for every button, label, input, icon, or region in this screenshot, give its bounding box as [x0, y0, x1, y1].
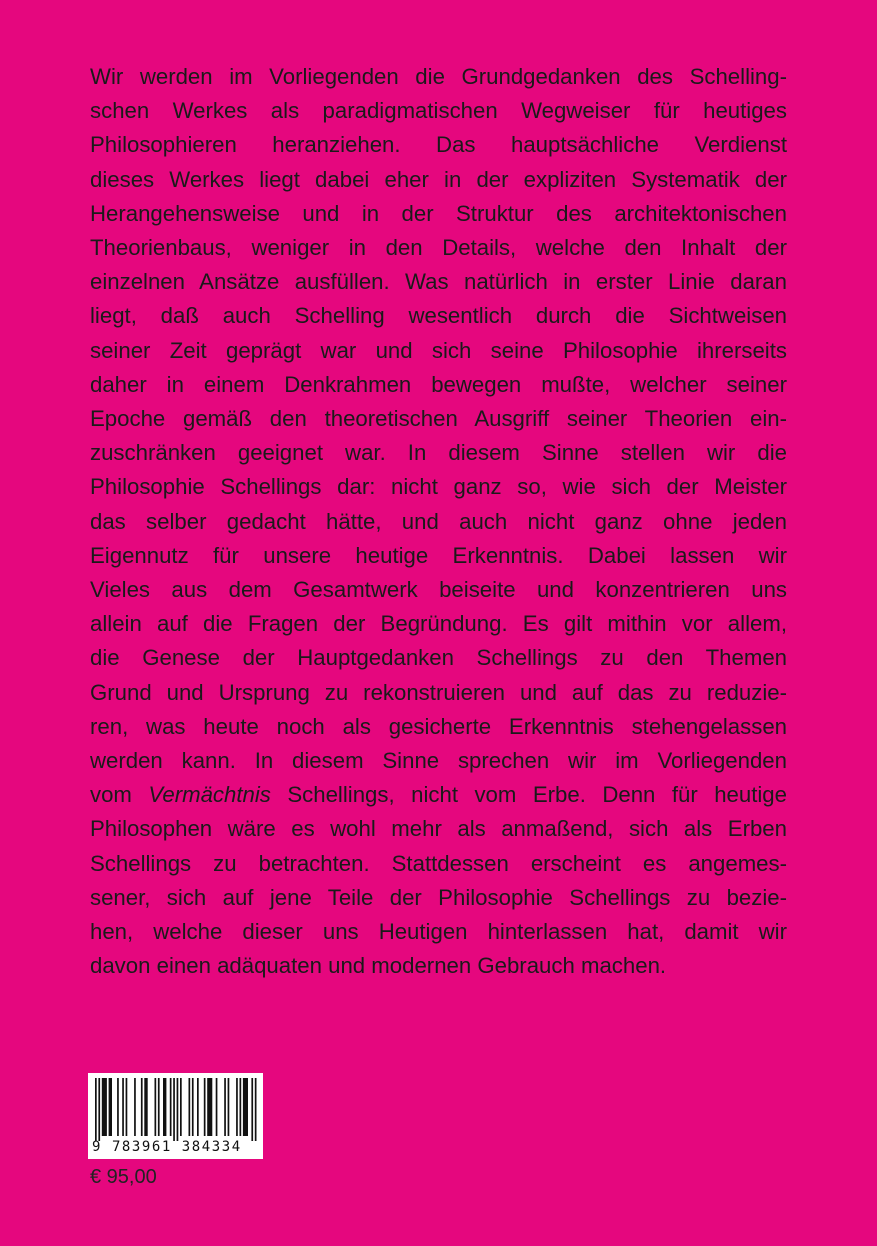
barcode-bar: [155, 1078, 157, 1136]
barcode-bar: [102, 1078, 107, 1136]
barcode-bars: [88, 1073, 263, 1143]
barcode-bar: [109, 1078, 112, 1136]
emphasized-word: Vermächtnis: [148, 782, 271, 808]
blurb-text: vom: [90, 782, 149, 808]
blurb-line: Philosophieren heranziehen. Das hauptsächliche Verdienst: [90, 132, 787, 158]
blurb-line: daher in einem Denkrahmen bewegen mußte, welcher seiner: [90, 371, 787, 397]
barcode-bar: [98, 1078, 100, 1141]
blurb-line: dieses Werkes liegt dabei eher in der expliziten Systematik der: [90, 166, 787, 192]
barcode-bar: [170, 1078, 172, 1136]
barcode-bar: [216, 1078, 218, 1136]
blurb-line-with-emphasis: [90, 778, 787, 812]
blurb-line: liegt, daß auch Schelling wesentlich durch die Sichtweisen: [90, 303, 787, 329]
blurb-line: zuschränken geeignet war. In diesem Sinne stellen wir die: [90, 440, 787, 466]
barcode-bar: [236, 1078, 238, 1136]
barcode-bar: [95, 1078, 97, 1141]
barcode-bar: [228, 1078, 230, 1136]
blurb-line: seiner Zeit geprägt war und sich seine Philosophie ihrerseits: [90, 337, 787, 363]
blurb-line: Vieles aus dem Gesamtwerk beiseite und konzentrieren uns: [90, 577, 787, 603]
barcode-bar: [141, 1078, 143, 1136]
price-label: € 95,00: [90, 1166, 157, 1188]
blurb-line: Theorienbaus, weniger in den Details, welche den Inhalt der: [90, 235, 787, 261]
barcode-bar: [122, 1078, 124, 1136]
isbn-barcode: [88, 1073, 263, 1159]
blurb-line: Schellings zu betrachten. Stattdessen erscheint es angemes-: [90, 850, 787, 876]
blurb-line: Epoche gemäß den theoretischen Ausgriff seiner Theorien ein-: [90, 406, 787, 432]
barcode-bar: [173, 1078, 175, 1141]
barcode-bar: [243, 1078, 248, 1136]
barcode-bar: [224, 1078, 226, 1136]
barcode-bar: [158, 1078, 160, 1136]
barcode-bar: [177, 1078, 179, 1141]
barcode-bar: [192, 1078, 194, 1136]
barcode-bar: [197, 1078, 199, 1136]
blurb-line: Wir werden im Vorliegenden die Grundgedanken des Schelling-: [90, 64, 787, 89]
blurb-line: sener, sich auf jene Teile der Philosophie Schellings zu bezie-: [90, 884, 787, 910]
blurb-line: schen Werkes als paradigmatischen Wegweiser für heutiges: [90, 98, 787, 124]
blurb-line: ren, was heute noch als gesicherte Erkenntnis stehengelassen: [90, 713, 787, 739]
barcode-bar: [134, 1078, 136, 1136]
barcode-bar: [144, 1078, 147, 1136]
blurb-line: hen, welche dieser uns Heutigen hinterlassen hat, damit wir: [90, 919, 787, 945]
blurb-line: die Genese der Hauptgedanken Schellings zu den Themen: [90, 645, 787, 671]
blurb-line: einzelnen Ansätze ausfüllen. Was natürlich in erster Linie daran: [90, 269, 787, 295]
blurb-line: Herangehensweise und in der Struktur des architektonischen: [90, 200, 787, 226]
barcode-bar: [180, 1078, 182, 1136]
back-cover-blurb: [90, 60, 787, 983]
blurb-line: Philosophie Schellings dar: nicht ganz so, wie sich der Meister: [90, 474, 787, 500]
isbn-number: 9 783961 384334: [92, 1139, 242, 1155]
barcode-bar: [117, 1078, 119, 1136]
barcode-bar: [204, 1078, 206, 1136]
blurb-text: Schellings, nicht vom Erbe. Denn für heutige: [270, 782, 787, 808]
blurb-line: Eigennutz für unsere heutige Erkenntnis. Dabei lassen wir: [90, 542, 787, 568]
barcode-bar: [240, 1078, 242, 1136]
blurb-line: werden kann. In diesem Sinne sprechen wir im Vorliegenden: [90, 748, 787, 774]
barcode-bar: [163, 1078, 166, 1136]
barcode-bar: [207, 1078, 212, 1136]
barcode-bar: [255, 1078, 257, 1141]
barcode-bar: [251, 1078, 253, 1141]
blurb-line: Philosophen wäre es wohl mehr als anmaßend, sich als Erben: [90, 816, 787, 842]
barcode-bar: [189, 1078, 191, 1136]
blurb-line: davon einen adäquaten und modernen Gebrauch machen.: [90, 953, 667, 979]
blurb-line: Grund und Ursprung zu rekonstruieren und auf das zu reduzie-: [90, 679, 787, 705]
barcode-bar: [126, 1078, 128, 1136]
blurb-line: allein auf die Fragen der Begründung. Es gilt mithin vor allem,: [90, 611, 787, 637]
blurb-line: das selber gedacht hätte, und auch nicht ganz ohne jeden: [90, 508, 787, 534]
